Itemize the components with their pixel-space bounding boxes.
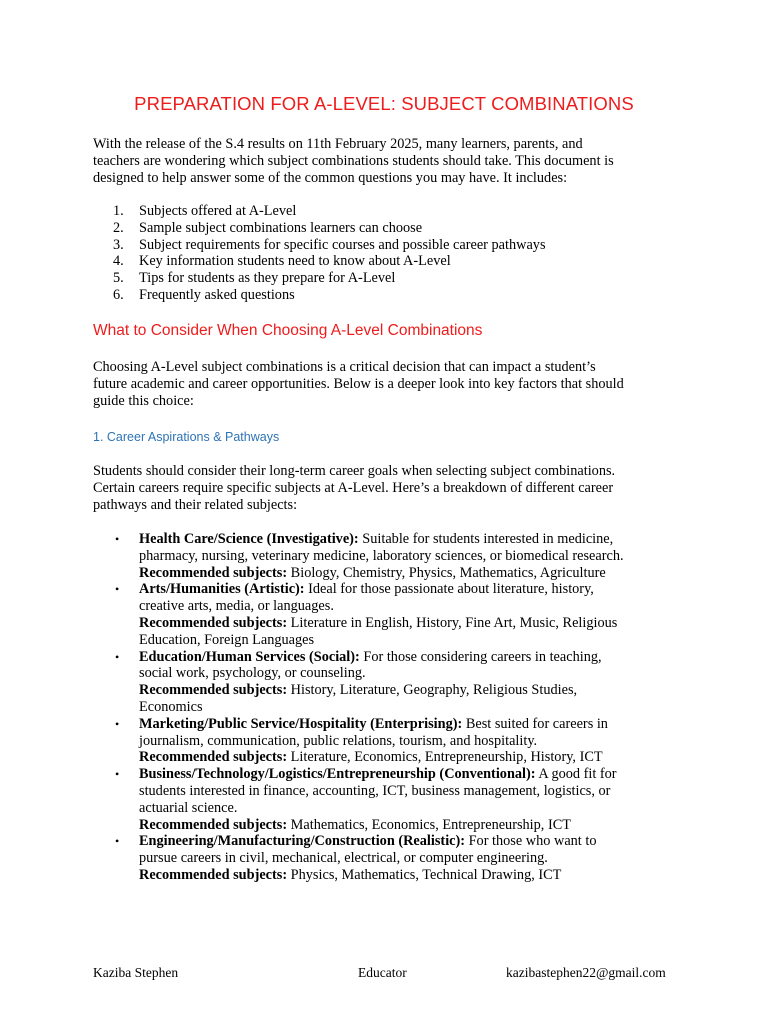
pathway-list [113, 531, 693, 884]
list-number: 6. [113, 286, 124, 303]
recommended-subjects: Physics, Mathematics, Technical Drawing, ICT [287, 866, 562, 883]
career-intro-line: Certain careers require specific subjects at A-Level. Here’s a breakdown of different career [93, 479, 614, 496]
recommended-subjects: Economics [139, 698, 203, 715]
pathway-desc: For those considering careers in teaching, [359, 648, 602, 665]
pathway-desc: Ideal for those passionate about literature, history, [304, 581, 594, 598]
pathway-desc: Best suited for careers in [462, 715, 608, 732]
pathway-desc: creative arts, media, or languages. [139, 598, 334, 615]
bullet-icon: • [115, 582, 120, 597]
section-intro-line: Choosing A-Level subject combinations is a critical decision that can impact a student’s [93, 359, 596, 375]
pathway-desc: pursue careers in civil, mechanical, electrical, or computer engineering. [139, 850, 548, 867]
pathway-name: Arts/Humanities (Artistic): [139, 581, 305, 598]
recommended-subjects: Education, Foreign Languages [139, 631, 315, 648]
list-item [113, 203, 546, 220]
intro-line: With the release of the S.4 results on 11th February 2025, many learners, parents, and [93, 136, 583, 152]
pathway-desc: students interested in finance, accounting, ICT, business management, logistics, or [139, 782, 611, 799]
list-number: 3. [113, 236, 124, 253]
pathway-desc: pharmacy, nursing, veterinary medicine, laboratory sciences, or biomedical research. [139, 547, 624, 564]
pathway-desc: social work, psychology, or counseling. [139, 665, 366, 682]
recommended-label: Recommended subjects: [139, 564, 288, 581]
recommended-subjects: History, Literature, Geography, Religious Studies, [287, 682, 578, 699]
list-item-text: Key information students need to know about A-Level [139, 253, 451, 270]
bullet-icon: • [115, 767, 120, 782]
career-intro-paragraph [93, 463, 683, 513]
recommended-subjects: Literature in English, History, Fine Art, Music, Religious [287, 614, 618, 631]
pathway-name: Education/Human Services (Social): [139, 648, 360, 665]
pathway-item [113, 833, 693, 883]
intro-line: designed to help answer some of the common questions you may have. It includes: [93, 169, 568, 186]
list-item [113, 237, 546, 254]
pathway-desc: actuarial science. [139, 799, 238, 816]
page-footer [0, 964, 768, 982]
recommended-subjects: Biology, Chemistry, Physics, Mathematics, Agriculture [287, 564, 606, 581]
list-number: 2. [113, 219, 124, 236]
pathway-item [113, 716, 693, 766]
pathway-item [113, 581, 693, 648]
list-item-text: Sample subject combinations learners can choose [139, 219, 423, 236]
intro-line: teachers are wondering which subject combinations students should take. This document is [93, 152, 614, 169]
recommended-label: Recommended subjects: [139, 866, 288, 883]
footer-role: Educator [358, 965, 407, 980]
pathway-desc: journalism, communication, public relations, tourism, and hospitality. [139, 732, 538, 749]
recommended-subjects: Mathematics, Economics, Entrepreneurship, ICT [287, 816, 571, 833]
list-item [113, 220, 546, 237]
pathway-name: Business/Technology/Logistics/Entrepreneurship (Conventional): [139, 766, 536, 783]
page-title: PREPARATION FOR A-LEVEL: SUBJECT COMBINATIONS [134, 93, 634, 114]
list-number: 4. [113, 253, 124, 270]
list-item [113, 270, 546, 287]
includes-list [113, 203, 546, 304]
list-item [113, 253, 546, 270]
career-intro-line: pathways and their related subjects: [93, 496, 298, 513]
list-number: 5. [113, 270, 124, 287]
pathway-name: Marketing/Public Service/Hospitality (Enterprising): [139, 715, 463, 732]
pathway-desc: A good fit for [535, 766, 617, 783]
bullet-icon: • [115, 532, 120, 546]
bullet-icon: • [115, 649, 120, 664]
footer-author: Kaziba Stephen [93, 965, 179, 980]
footer-email: kazibastephen22@gmail.com [506, 965, 666, 980]
list-number: 1. [113, 203, 124, 219]
section-intro-line: guide this choice: [93, 392, 194, 409]
career-intro-line: Students should consider their long-term career goals when selecting subject combinations. [93, 463, 616, 479]
recommended-label: Recommended subjects: [139, 749, 288, 766]
pathway-item [113, 766, 693, 833]
list-item-text: Subject requirements for specific courses and possible career pathways [139, 236, 546, 253]
intro-paragraph [93, 136, 683, 186]
recommended-label: Recommended subjects: [139, 614, 288, 631]
recommended-label: Recommended subjects: [139, 682, 288, 699]
subheading: 1. Career Aspirations & Pathways [93, 430, 280, 444]
section-intro-paragraph [93, 359, 683, 409]
bullet-icon: • [115, 716, 120, 731]
recommended-label: Recommended subjects: [139, 816, 288, 833]
pathway-item [113, 649, 693, 716]
list-item-text: Subjects offered at A-Level [139, 203, 297, 219]
section-heading: What to Consider When Choosing A-Level Combinations [93, 322, 483, 339]
pathway-item [113, 531, 693, 581]
pathway-name: Health Care/Science (Investigative): [139, 531, 359, 547]
pathway-desc: For those who want to [465, 833, 597, 850]
section-intro-line: future academic and career opportunities. Below is a deeper look into key factors that should [93, 375, 624, 392]
recommended-subjects: Literature, Economics, Entrepreneurship, History, ICT [287, 749, 603, 766]
list-item-text: Tips for students as they prepare for A-Level [139, 270, 396, 287]
list-item [113, 287, 546, 304]
bullet-icon: • [115, 834, 120, 849]
list-item-text: Frequently asked questions [139, 286, 295, 303]
pathway-name: Engineering/Manufacturing/Construction (Realistic): [139, 833, 466, 850]
pathway-desc: Suitable for students interested in medicine, [358, 531, 614, 547]
